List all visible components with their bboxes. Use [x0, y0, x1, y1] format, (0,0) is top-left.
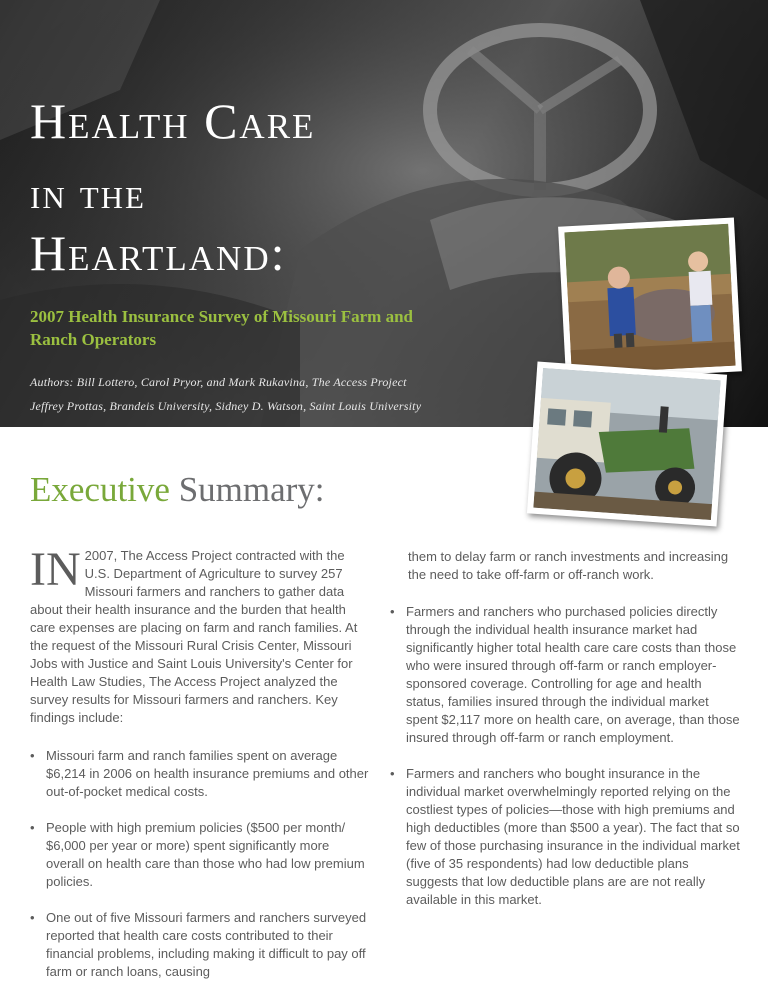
drop-cap: IN [30, 543, 81, 596]
children-pig-image [564, 224, 735, 374]
finding-bullet [30, 909, 370, 981]
authors-line-1: Authors: Bill Lottero, Carol Pryor, and Mark Rukavina, The Access Project [30, 375, 407, 389]
bullet-dot: • [30, 820, 35, 835]
bullet-dot: • [390, 766, 395, 781]
title-line-2: in the [30, 169, 146, 218]
left-column [30, 543, 370, 999]
finding-bullet [30, 819, 370, 891]
photo-children-with-pig [558, 217, 742, 380]
finding-text: Farmers and ranchers who bought insurance in the individual market overwhelmingly reported relying on the costliest types of policies—those with high premiums and high deductibles (more than $500 a year). The fact that so few of those purchasing insurance in the individual market (five of 35 respondents) had low deductible plans suggests that low deductible plans are are not really available in this market. [406, 766, 740, 907]
finding-bullet [390, 765, 740, 909]
tractor-image [533, 368, 720, 520]
heading-summary: Summary: [178, 470, 325, 509]
finding-bullet [390, 603, 740, 747]
continuation-text: them to delay farm or ranch investments and increasing the need to take off-farm or off-ranch work. [408, 549, 729, 582]
report-subtitle: 2007 Health Insurance Survey of Missouri Farm and Ranch Operators [30, 307, 413, 349]
title-line-1: Health Care [30, 93, 316, 149]
finding-text: Farmers and ranchers who purchased policies directly through the individual health insurance market had significantly higher total health care care costs than those who were insured through off-farm or ranch employer-sponsored coverage. Controlling for age and health status, families insured through the individual market spent $2,117 more on health care, on average, than those insured through off-farm or ranch employment. [406, 604, 740, 745]
heading-executive: Executive [30, 470, 170, 509]
authors-line-2: Jeffrey Prottas, Brandeis University, Sidney D. Watson, Saint Louis University [30, 399, 422, 413]
intro-paragraph [30, 543, 370, 727]
bullet-dot: • [390, 604, 395, 619]
executive-summary-heading [30, 470, 325, 510]
right-column [390, 548, 740, 927]
finding-text: People with high premium policies ($500 per month/ $6,000 per year or more) spent significantly more overall on health care than those who had low premium policies. [46, 820, 365, 889]
photo-tractor [527, 362, 727, 527]
intro-text: 2007, The Access Project contracted with the U.S. Department of Agriculture to survey 257 Missouri farmers and ranchers to gather data about their health insurance and the burden that health care expenses are placing on farm and ranch families. At the request of the Missouri Rural Crisis Center, Missouri Jobs with Justice and Saint Louis University's Center for Health Law Studies, The Access Project analyzed the survey results for Missouri farmers and ranchers. Key findings include: [30, 548, 358, 725]
finding-text: One out of five Missouri farmers and ranchers surveyed reported that health care costs contributed to their financial problems, including making it difficult to pay off farm or ranch loans, causing [46, 910, 367, 979]
finding-text: Missouri farm and ranch families spent on average $6,214 in 2006 on health insurance premiums and other out-of-pocket medical costs. [46, 748, 369, 799]
title-line-3: Heartland: [30, 225, 287, 281]
bullet-dot: • [30, 910, 35, 925]
finding-bullet [30, 747, 370, 801]
bullet-dot: • [30, 748, 35, 763]
